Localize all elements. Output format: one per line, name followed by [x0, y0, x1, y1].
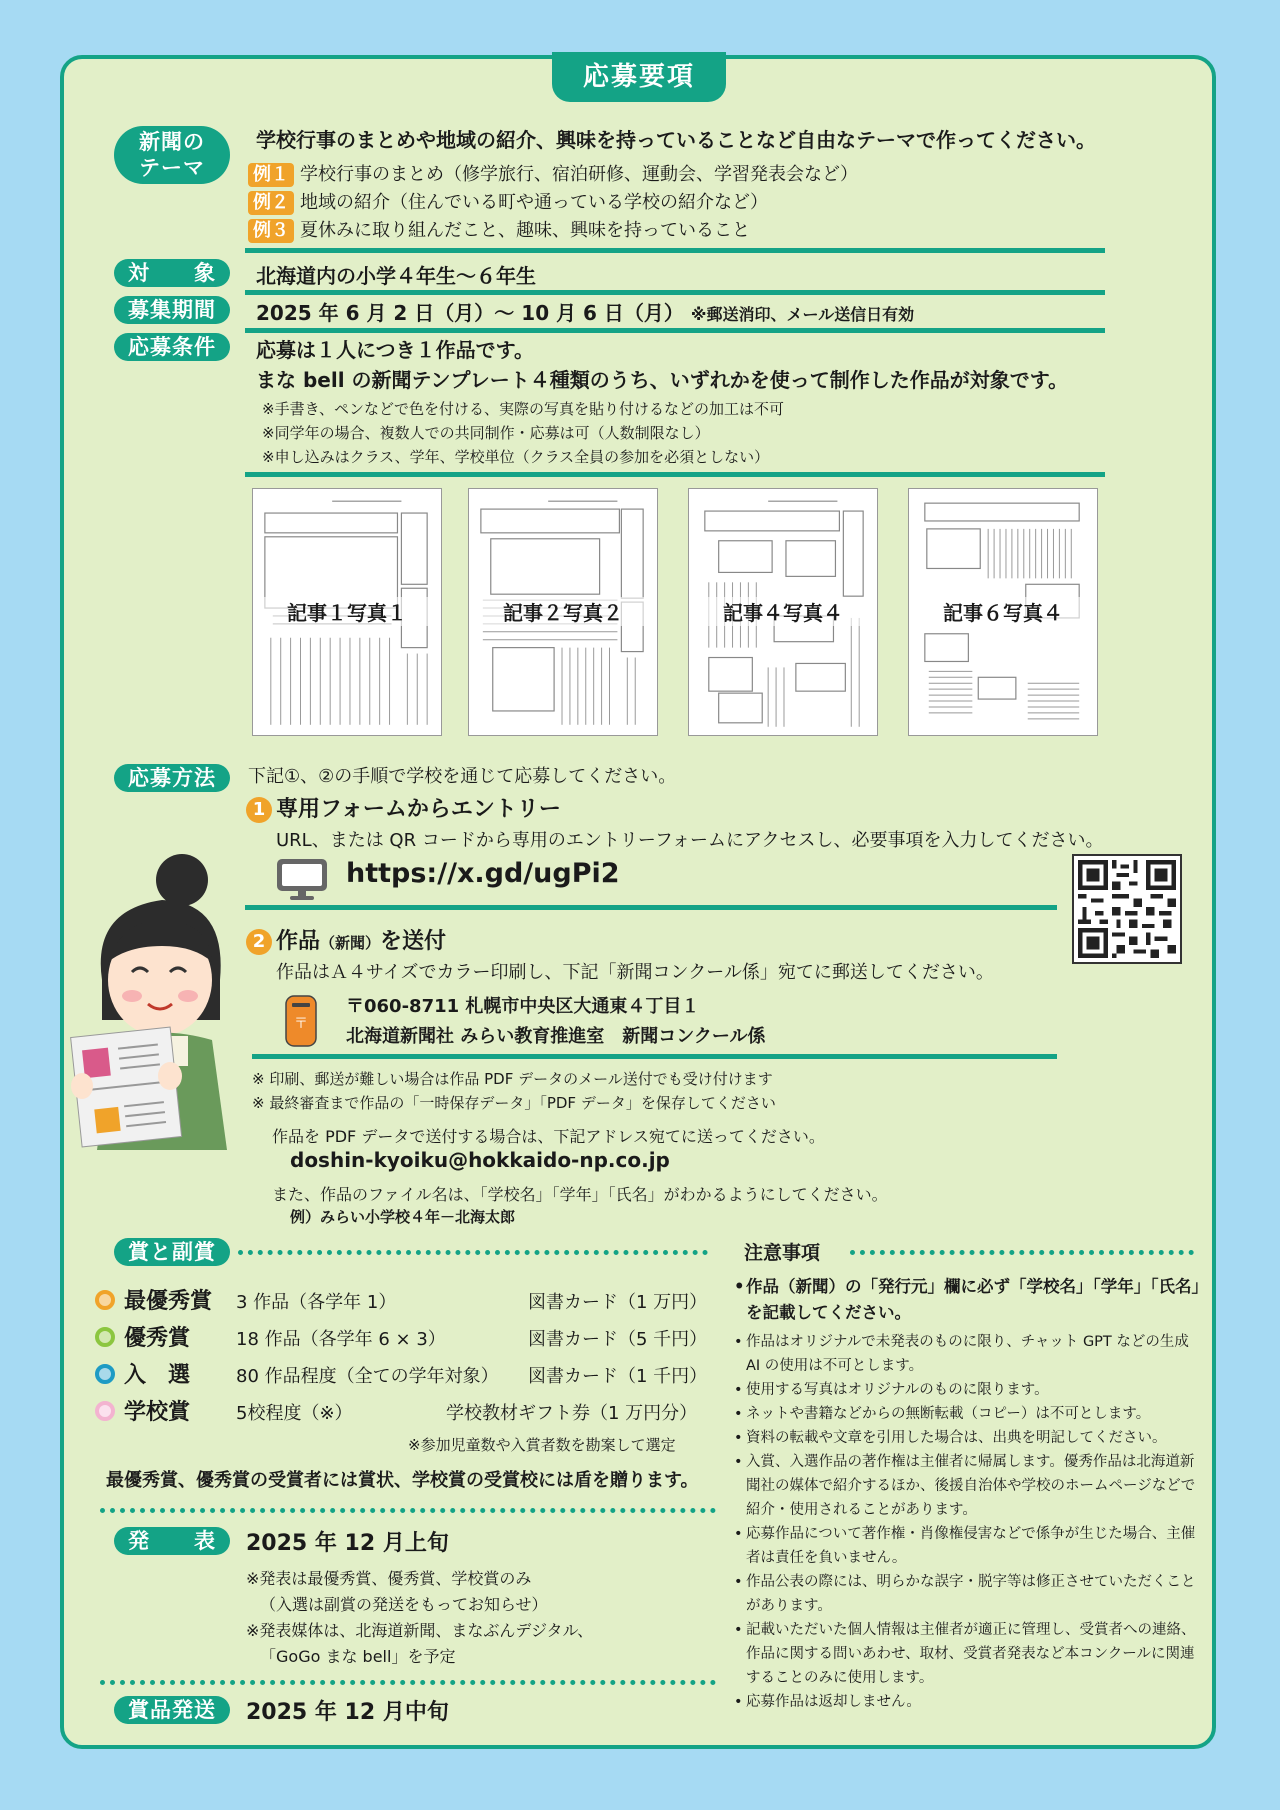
prizes-label: 賞と副賞: [114, 1238, 230, 1266]
step2-title: 2 作品（新聞）を送付: [246, 924, 446, 955]
announcement-date: 2025 年 12 月上旬: [246, 1531, 449, 1556]
announcement-note: ※発表は最優秀賞、優秀賞、学校賞のみ: [246, 1569, 532, 1588]
caution-item: • 作品公表の際には、明らかな誤字・脱字等は修正させていただくことがあります。: [734, 1570, 1202, 1618]
prize-count: 5校程度（※）: [236, 1403, 353, 1424]
method-note: ※ 最終審査まで作品の「一時保存データ」「PDF データ」を保存してください: [252, 1094, 776, 1112]
method-label: 応募方法: [114, 764, 230, 792]
announcement-note: （入選は副賞の発送をもってお知らせ）: [260, 1595, 548, 1614]
medal-green-icon: [95, 1327, 115, 1347]
cautions-title: 注意事項: [744, 1242, 821, 1264]
step1-title: 1 専用フォームからエントリー: [246, 792, 561, 823]
caution-item: • 資料の転載や文章を引用した場合は、出典を明記してください。: [734, 1426, 1202, 1450]
theme-text: 学校行事のまとめや地域の紹介、興味を持っていることなど自由なテーマで作ってください。: [256, 128, 1096, 152]
theme-example-2: 例２ 地域の紹介（住んでいる町や通っている学校の紹介など）: [248, 188, 768, 215]
divider: [252, 1054, 1057, 1059]
prize-reward: 図書カード（5 千円）: [528, 1329, 708, 1350]
conditions-line2: まな bell の新聞テンプレート４種類のうち、いずれかを使って制作した作品が対象です。: [256, 368, 1069, 392]
caution-item: • 使用する写真はオリジナルのものに限ります。: [734, 1378, 1202, 1402]
template-thumbnail-2[interactable]: [468, 488, 658, 736]
prize-reward: 図書カード（1 万円）: [528, 1292, 708, 1313]
email-link[interactable]: doshin-kyoiku@hokkaido-np.co.jp: [290, 1148, 670, 1172]
divider: [245, 248, 1105, 253]
period-text: 2025 年 6 月 2 日（月）～ 10 月 6 日（月） ※郵送消印、メール送信日有効: [256, 301, 915, 325]
medal-gold-icon: [95, 1290, 115, 1310]
divider: [245, 472, 1105, 477]
prize-count: 80 作品程度（全ての学年対象）: [236, 1366, 499, 1387]
template-thumbnail-3[interactable]: [688, 488, 878, 736]
prize-reward: 図書カード（1 千円）: [528, 1366, 708, 1387]
dotted-divider: [238, 1250, 708, 1255]
svg-text:〒: 〒: [294, 1016, 308, 1032]
prize-name: 学校賞: [124, 1400, 191, 1425]
conditions-note: ※申し込みはクラス、学年、学校単位（クラス全員の参加を必須としない）: [262, 448, 770, 466]
cautions-list: [734, 1274, 1202, 1714]
caution-item: • 作品はオリジナルで未発表のものに限り、チャット GPT などの生成 AI の使用は不可とします。: [734, 1330, 1202, 1378]
page-title: 応募要項: [552, 52, 726, 102]
pdf-instructions: 作品を PDF データで送付する場合は、下記アドレス宛てに送ってください。: [272, 1127, 825, 1146]
prize-name: 優秀賞: [124, 1326, 191, 1351]
template-thumbnail-4[interactable]: [908, 488, 1098, 736]
girl-with-newspaper-illustration: [62, 850, 242, 1150]
prize-count: 3 作品（各学年 1）: [236, 1292, 397, 1313]
divider: [245, 328, 1105, 333]
qr-code[interactable]: [1072, 854, 1182, 964]
conditions-note: ※手書き、ペンなどで色を付ける、実際の写真を貼り付けるなどの加工は不可: [262, 400, 784, 418]
prize-count: 18 作品（各学年 6 × 3）: [236, 1329, 446, 1350]
method-note: ※ 印刷、郵送が難しい場合は作品 PDF データのメール送付でも受け付けます: [252, 1070, 773, 1088]
caution-item: • 記載いただいた個人情報は主催者が適正に管理し、受賞者への連絡、作品に関する問いあわせ、取材、受賞者発表など本コンクールに関連することのみに使用します。: [734, 1618, 1202, 1690]
dotted-divider: [850, 1250, 1194, 1255]
template-label: 記事１写真１: [253, 597, 441, 626]
method-intro: 下記①、②の手順で学校を通じて応募してください。: [248, 766, 677, 787]
caution-item: • 応募作品について著作権・肖像権侵害などで係争が生じた場合、主催者は責任を負いません。: [734, 1522, 1202, 1570]
shipping-label: 賞品発送: [114, 1696, 230, 1724]
divider: [245, 905, 1057, 910]
dotted-divider: [100, 1680, 716, 1685]
theme-example-1: 例１ 学校行事のまとめ（修学旅行、宿泊研修、運動会、学習発表会など）: [248, 160, 858, 187]
entry-url-link[interactable]: https://x.gd/ugPi2: [346, 858, 620, 889]
template-label: 記事２写真２: [469, 597, 657, 626]
announcement-label: 発 表: [114, 1527, 230, 1555]
medal-pink-icon: [95, 1401, 115, 1421]
theme-example-3: 例３ 夏休みに取り組んだこと、趣味、興味を持っていること: [248, 216, 750, 243]
period-label: 募集期間: [114, 296, 230, 324]
conditions-line1: 応募は１人につき１作品です。: [256, 338, 534, 362]
step2-desc: 作品はＡ４サイズでカラー印刷し、下記「新聞コンクール係」宛てに郵送してください。: [276, 962, 994, 983]
theme-label: 新聞の テーマ: [114, 126, 230, 184]
caution-item: • 入賞、入選作品の著作権は主催者に帰属します。優秀作品は北海道新聞社の媒体で紹介するほか、後援自治体や学校のホームページなどで紹介・使用されることがあります。: [734, 1450, 1202, 1522]
step1-desc: URL、または QR コードから専用のエントリーフォームにアクセスし、必要事項を入力してください。: [276, 830, 1104, 851]
prize-name: 最優秀賞: [124, 1289, 213, 1314]
step-number-badge: 2: [246, 929, 272, 955]
caution-item: • ネットや書籍などからの無断転載（コピー）は不可とします。: [734, 1402, 1202, 1426]
dotted-divider: [100, 1508, 716, 1513]
postal-address: 〒060-8711 札幌市中央区大通東４丁目１: [346, 996, 700, 1017]
template-thumbnail-1[interactable]: [252, 488, 442, 736]
prize-reward: 学校教材ギフト券（1 万円分）: [446, 1403, 698, 1424]
target-text: 北海道内の小学４年生～６年生: [256, 264, 536, 288]
step-number-badge: 1: [246, 797, 272, 823]
conditions-label: 応募条件: [114, 333, 230, 361]
announcement-note: ※発表媒体は、北海道新聞、まなぶんデジタル、: [246, 1621, 594, 1640]
medal-blue-icon: [95, 1364, 115, 1384]
shipping-date: 2025 年 12 月中旬: [246, 1700, 449, 1725]
prize-name: 入 選: [124, 1363, 191, 1388]
filename-instructions: また、作品のファイル名は、「学校名」「学年」「氏名」がわかるようにしてください。: [272, 1185, 888, 1204]
prize-summary: 最優秀賞、優秀賞の受賞者には賞状、学校賞の受賞校には盾を贈ります。: [106, 1470, 699, 1491]
prize-note: ※参加児童数や入賞者数を勘案して選定: [408, 1436, 676, 1454]
filename-example: 例）みらい小学校４年－北海太郎: [290, 1208, 516, 1226]
announcement-note: 「GoGo まな bell」を予定: [260, 1647, 456, 1666]
monitor-icon: [274, 857, 330, 905]
template-label: 記事４写真４: [689, 597, 877, 626]
conditions-note: ※同学年の場合、複数人での共同制作・応募は可（人数制限なし）: [262, 424, 710, 442]
caution-item: • 作品（新聞）の「発行元」欄に必ず「学校名」「学年」「氏名」を記載してください。: [734, 1274, 1202, 1326]
divider: [245, 290, 1105, 295]
mailbox-icon: [284, 994, 318, 1054]
caution-item: • 応募作品は返却しません。: [734, 1690, 1202, 1714]
template-label: 記事６写真４: [909, 597, 1097, 626]
target-label: 対 象: [114, 259, 230, 287]
addressee: 北海道新聞社 みらい教育推進室 新聞コンクール係: [346, 1026, 766, 1047]
